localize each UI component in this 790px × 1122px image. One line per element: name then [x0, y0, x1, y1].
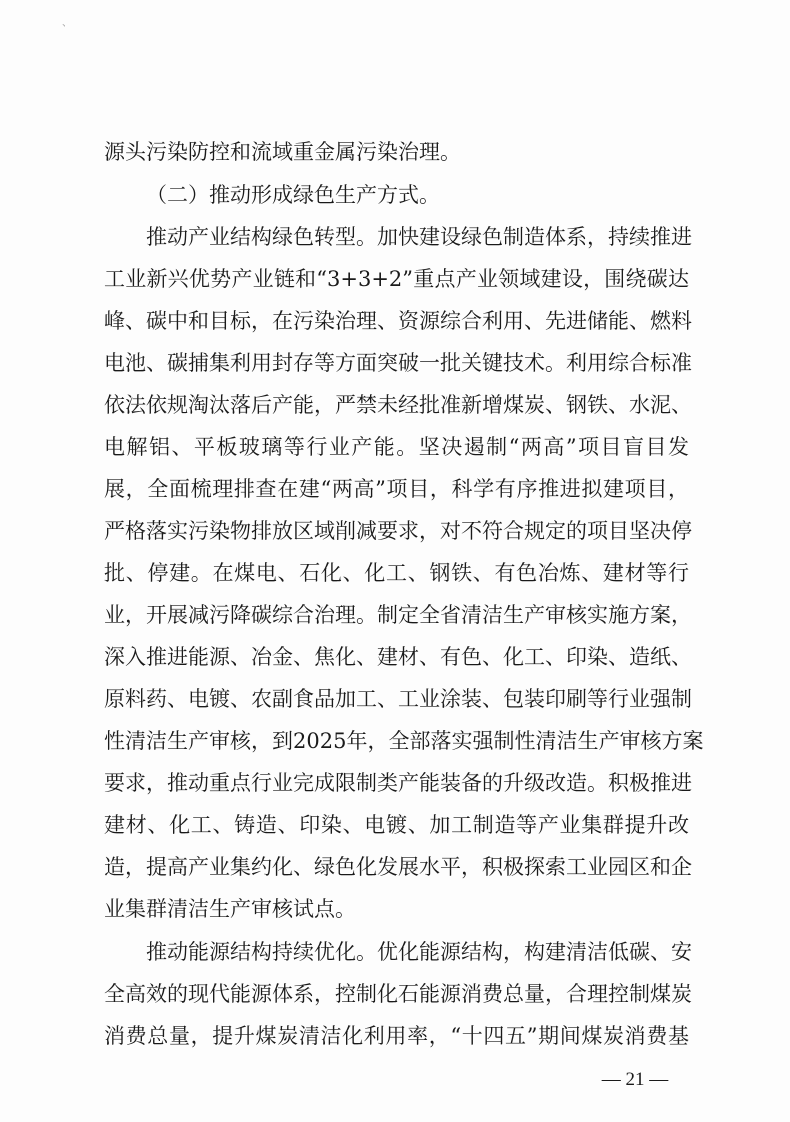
text-line: 深入推进能源、冶金、焦化、建材、有色、化工、印染、造纸、 [104, 645, 692, 669]
text-line: 源头污染防控和流域重金属污染治理。 [104, 140, 461, 164]
text-line: 消费总量，提升煤炭清洁化利用率，“十四五”期间煤炭消费基 [104, 1024, 689, 1048]
text-line: 工业新兴优势产业链和“3+3+2”重点产业领域建设，围绕碳达 [104, 267, 689, 291]
text-line: 原料药、电镀、农副食品加工、工业涂装、包装印刷等行业强制 [104, 687, 692, 711]
scan-mark: 、 [62, 18, 72, 29]
text-line: 电解铝、平板玻璃等行业产能。坚决遏制“两高”项目盲目发 [104, 435, 689, 459]
text-line: 业，开展减污降碳综合治理。制定全省清洁生产审核实施方案， [104, 603, 692, 627]
text-line: 批、停建。在煤电、石化、化工、钢铁、有色冶炼、建材等行 [104, 561, 689, 585]
text-line: 要求，推动重点行业完成限制类产能装备的升级改造。积极推进 [104, 771, 692, 795]
text-line: 电池、碳捕集利用封存等方面突破一批关键技术。利用综合标准 [104, 351, 692, 375]
text-line: 建材、化工、铸造、印染、电镀、加工制造等产业集群提升改 [104, 813, 689, 837]
text-line: 全高效的现代能源体系，控制化石能源消费总量，合理控制煤炭 [104, 982, 692, 1006]
text-line: 严格落实污染物排放区域削减要求，对不符合规定的项目坚决停 [104, 519, 692, 543]
section-heading: （二）推动形成绿色生产方式。 [146, 183, 440, 207]
text-line: 造，提高产业集约化、绿色化发展水平，积极探索工业园区和企 [104, 855, 692, 879]
text-line: 依法依规淘汰落后产能，严禁未经批准新增煤炭、钢铁、水泥、 [104, 393, 692, 417]
text-line: 展，全面梳理排查在建“两高”项目，科学有序推进拟建项目， [104, 477, 689, 501]
text-line: 业集群清洁生产审核试点。 [104, 897, 356, 921]
paragraph-first-line: 推动产业结构绿色转型。加快建设绿色制造体系，持续推进 [146, 225, 692, 249]
text-line: 峰、碳中和目标，在污染治理、资源综合利用、先进储能、燃料 [104, 309, 692, 333]
page-number: — 21 — [601, 1069, 669, 1090]
text-line: 性清洁生产审核，到2025年，全部落实强制性清洁生产审核方案 [104, 729, 704, 753]
paragraph-first-line: 推动能源结构持续优化。优化能源结构，构建清洁低碳、安 [146, 940, 692, 964]
